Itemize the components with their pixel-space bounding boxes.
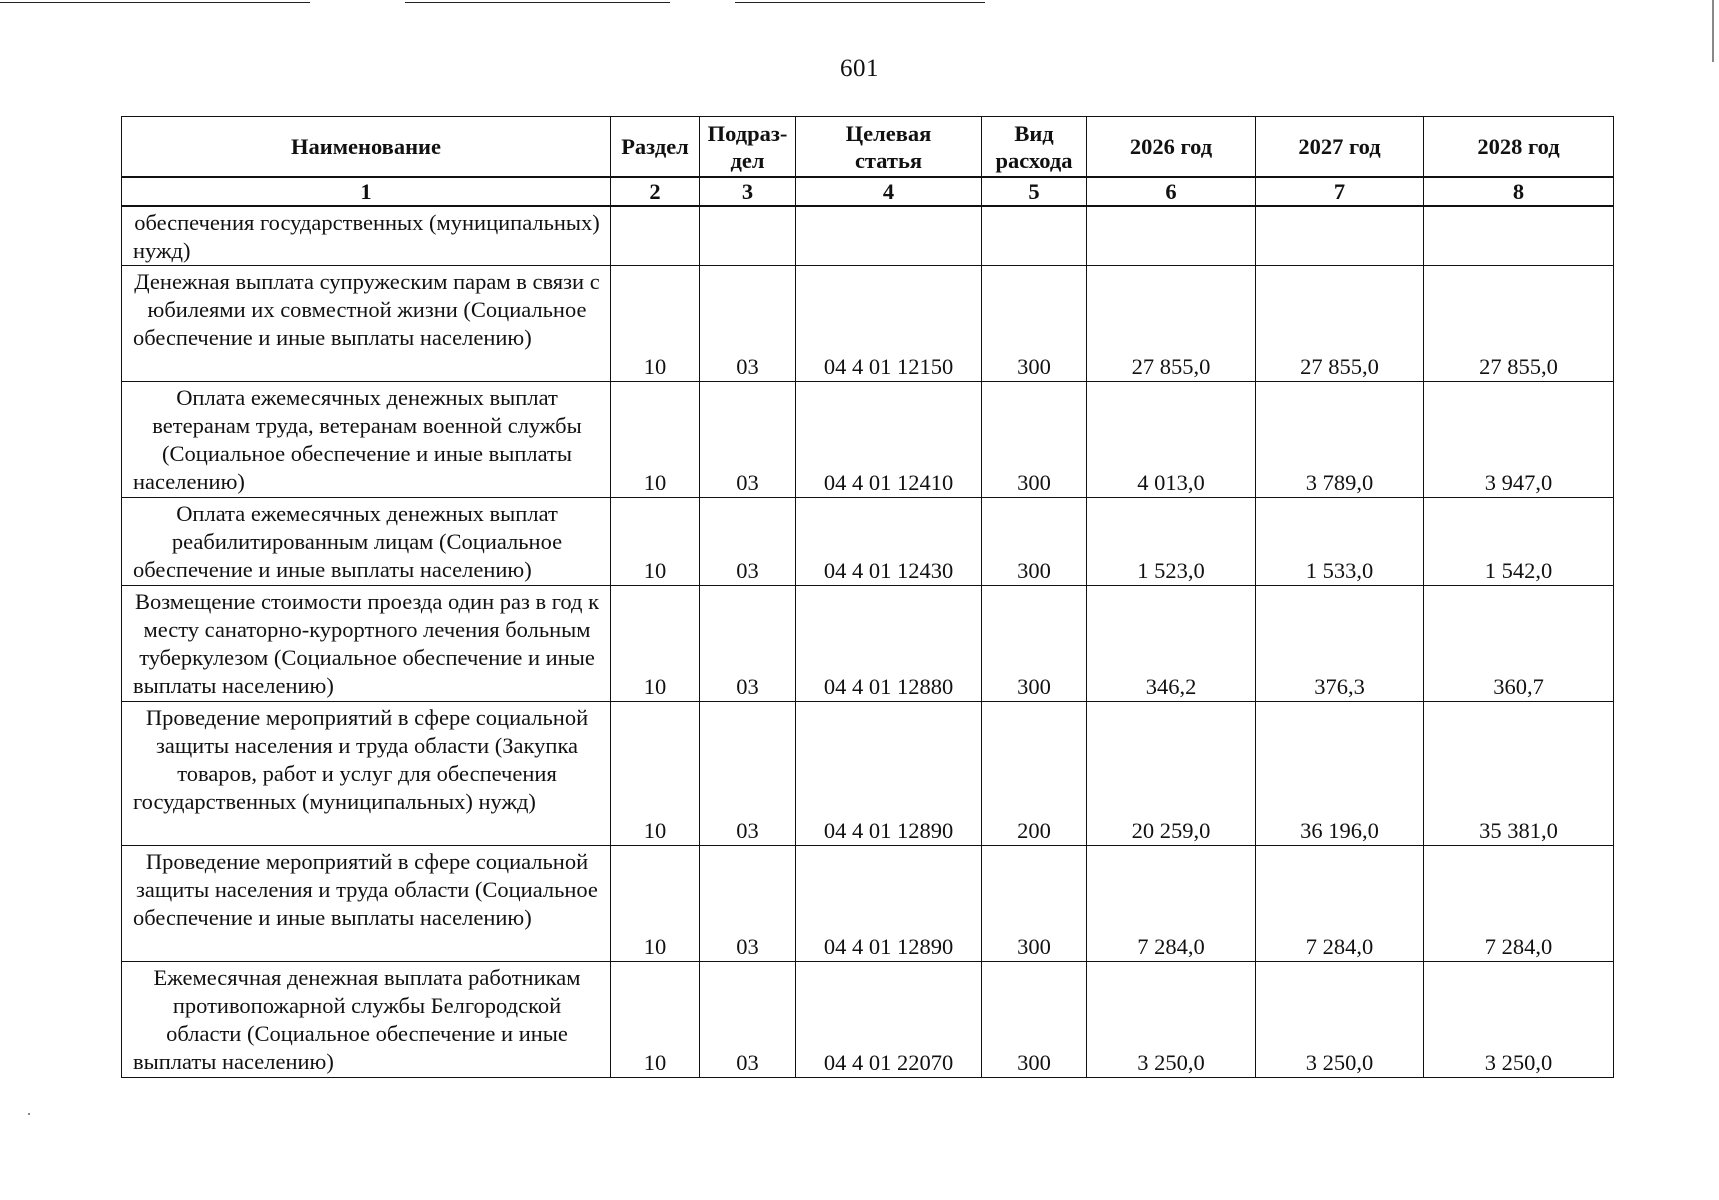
row-amount-2028: 1 542,0 xyxy=(1424,498,1614,586)
column-number: 5 xyxy=(982,177,1087,206)
header-2027: 2027 год xyxy=(1256,117,1424,178)
row-section: 10 xyxy=(611,382,700,498)
row-amount-2026: 1 523,0 xyxy=(1087,498,1256,586)
header-target-line2: статья xyxy=(854,147,923,173)
row-amount-2028: 35 381,0 xyxy=(1424,702,1614,846)
row-name: Ежемесячная денежная выплата работникам противопожарной службы Белгородской области (Социальное обеспечение и иные выплаты населению) xyxy=(122,962,611,1078)
row-target-item: 04 4 01 22070 xyxy=(796,962,982,1078)
column-number: 4 xyxy=(796,177,982,206)
row-section: 10 xyxy=(611,846,700,962)
scan-dust-dot xyxy=(28,1113,30,1115)
table-row xyxy=(122,962,1614,1078)
row-subsection: 03 xyxy=(700,266,796,382)
row-expense-type: 300 xyxy=(982,962,1087,1078)
header-section: Раздел xyxy=(611,117,700,178)
table-row xyxy=(122,498,1614,586)
header-subsection-line2: дел xyxy=(730,147,765,173)
header-target-item xyxy=(796,117,982,178)
row-subsection: 03 xyxy=(700,962,796,1078)
table-row xyxy=(122,586,1614,702)
scan-top-rule-right xyxy=(735,2,985,3)
table-row xyxy=(122,266,1614,382)
header-expense-line1: Вид xyxy=(1014,120,1054,146)
row-section: 10 xyxy=(611,962,700,1078)
row-name: Денежная выплата супружеским парам в связи с юбилеями их совместной жизни (Социальное обеспечение и иные выплаты населению) xyxy=(122,266,611,382)
row-amount-2026: 27 855,0 xyxy=(1087,266,1256,382)
row-subsection: 03 xyxy=(700,498,796,586)
column-number: 7 xyxy=(1256,177,1424,206)
row-section xyxy=(611,206,700,266)
row-section: 10 xyxy=(611,586,700,702)
row-amount-2028: 27 855,0 xyxy=(1424,266,1614,382)
row-target-item: 04 4 01 12430 xyxy=(796,498,982,586)
header-subsection xyxy=(700,117,796,178)
row-target-item: 04 4 01 12890 xyxy=(796,846,982,962)
row-amount-2027: 27 855,0 xyxy=(1256,266,1424,382)
table-row xyxy=(122,206,1614,266)
row-expense-type: 200 xyxy=(982,702,1087,846)
header-expense-line2: расхода xyxy=(995,147,1073,173)
row-section: 10 xyxy=(611,266,700,382)
row-name: Оплата ежемесячных денежных выплат реабилитированным лицам (Социальное обеспечение и иные выплаты населению) xyxy=(122,498,611,586)
row-amount-2028: 7 284,0 xyxy=(1424,846,1614,962)
row-expense-type: 300 xyxy=(982,498,1087,586)
column-number: 8 xyxy=(1424,177,1614,206)
row-amount-2027: 36 196,0 xyxy=(1256,702,1424,846)
row-expense-type: 300 xyxy=(982,846,1087,962)
row-amount-2028 xyxy=(1424,206,1614,266)
header-name: Наименование xyxy=(122,117,611,178)
row-amount-2028: 360,7 xyxy=(1424,586,1614,702)
header-expense-type xyxy=(982,117,1087,178)
budget-table xyxy=(121,116,1614,1078)
row-amount-2026: 20 259,0 xyxy=(1087,702,1256,846)
row-amount-2026: 346,2 xyxy=(1087,586,1256,702)
row-name: Оплата ежемесячных денежных выплат ветеранам труда, ветеранам военной службы (Социальное обеспечение и иные выплаты населению) xyxy=(122,382,611,498)
row-subsection xyxy=(700,206,796,266)
header-target-line1: Целевая xyxy=(845,120,932,146)
row-target-item: 04 4 01 12890 xyxy=(796,702,982,846)
table-row xyxy=(122,702,1614,846)
page-number: 601 xyxy=(840,55,879,82)
column-number-row xyxy=(122,177,1614,206)
row-amount-2027: 3 789,0 xyxy=(1256,382,1424,498)
row-target-item: 04 4 01 12880 xyxy=(796,586,982,702)
row-name: Проведение мероприятий в сфере социальной защиты населения и труда области (Закупка товаров, работ и услуг для обеспечения государственных (муниципальных) нужд) xyxy=(122,702,611,846)
row-subsection: 03 xyxy=(700,702,796,846)
row-target-item: 04 4 01 12410 xyxy=(796,382,982,498)
row-name: обеспечения государственных (муниципальных) нужд) xyxy=(122,206,611,266)
row-section: 10 xyxy=(611,498,700,586)
row-expense-type: 300 xyxy=(982,586,1087,702)
header-subsection-line1: Подраз- xyxy=(707,120,788,146)
row-subsection: 03 xyxy=(700,586,796,702)
row-amount-2027: 7 284,0 xyxy=(1256,846,1424,962)
scan-top-rule-left xyxy=(0,2,310,3)
row-target-item xyxy=(796,206,982,266)
row-amount-2027: 376,3 xyxy=(1256,586,1424,702)
row-expense-type xyxy=(982,206,1087,266)
row-amount-2026: 4 013,0 xyxy=(1087,382,1256,498)
row-amount-2027: 3 250,0 xyxy=(1256,962,1424,1078)
column-number: 3 xyxy=(700,177,796,206)
column-number: 2 xyxy=(611,177,700,206)
row-expense-type: 300 xyxy=(982,266,1087,382)
row-subsection: 03 xyxy=(700,846,796,962)
header-2028: 2028 год xyxy=(1424,117,1614,178)
row-amount-2026 xyxy=(1087,206,1256,266)
column-number: 6 xyxy=(1087,177,1256,206)
row-section: 10 xyxy=(611,702,700,846)
row-name: Проведение мероприятий в сфере социальной защиты населения и труда области (Социальное обеспечение и иные выплаты населению) xyxy=(122,846,611,962)
row-amount-2028: 3 947,0 xyxy=(1424,382,1614,498)
row-amount-2027 xyxy=(1256,206,1424,266)
row-amount-2028: 3 250,0 xyxy=(1424,962,1614,1078)
row-subsection: 03 xyxy=(700,382,796,498)
scan-edge-mark xyxy=(1712,0,1714,62)
row-expense-type: 300 xyxy=(982,382,1087,498)
row-amount-2026: 7 284,0 xyxy=(1087,846,1256,962)
header-2026: 2026 год xyxy=(1087,117,1256,178)
column-number: 1 xyxy=(122,177,611,206)
row-amount-2027: 1 533,0 xyxy=(1256,498,1424,586)
row-target-item: 04 4 01 12150 xyxy=(796,266,982,382)
scan-top-rule-middle xyxy=(405,2,670,3)
row-amount-2026: 3 250,0 xyxy=(1087,962,1256,1078)
table-row xyxy=(122,846,1614,962)
table-row xyxy=(122,382,1614,498)
table-header-row xyxy=(122,117,1614,178)
row-name: Возмещение стоимости проезда один раз в год к месту санаторно-курортного лечения больным туберкулезом (Социальное обеспечение и иные выплаты населению) xyxy=(122,586,611,702)
